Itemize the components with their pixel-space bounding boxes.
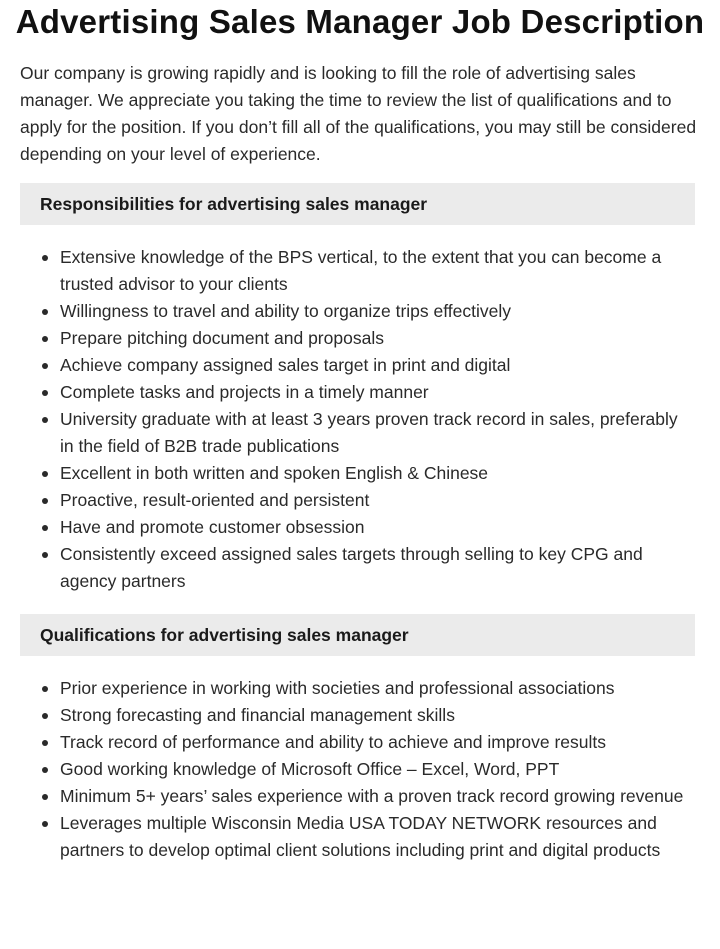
qualifications-heading: Qualifications for advertising sales manager <box>20 614 695 656</box>
list-item: Prior experience in working with societies and professional associations <box>60 675 695 702</box>
list-item: University graduate with at least 3 years proven track record in sales, preferably in the field of B2B trade publications <box>60 406 695 460</box>
list-item: Strong forecasting and financial management skills <box>60 702 695 729</box>
list-item: Have and promote customer obsession <box>60 514 695 541</box>
list-item: Excellent in both written and spoken English & Chinese <box>60 460 695 487</box>
list-item: Achieve company assigned sales target in print and digital <box>60 352 695 379</box>
list-item: Willingness to travel and ability to organize trips effectively <box>60 298 695 325</box>
page-title: Advertising Sales Manager Job Description <box>15 3 705 40</box>
list-item: Minimum 5+ years’ sales experience with a proven track record growing revenue <box>60 783 695 810</box>
list-item: Complete tasks and projects in a timely manner <box>60 379 695 406</box>
list-item: Proactive, result-oriented and persistent <box>60 487 695 514</box>
qualifications-list <box>20 675 695 864</box>
list-item: Track record of performance and ability to achieve and improve results <box>60 729 695 756</box>
list-item: Prepare pitching document and proposals <box>60 325 695 352</box>
list-item: Leverages multiple Wisconsin Media USA TODAY NETWORK resources and partners to develop optimal client solutions including print and digital products <box>60 810 695 864</box>
intro-paragraph: Our company is growing rapidly and is looking to fill the role of advertising sales manager. We appreciate you taking the time to review the list of qualifications and to apply for the position. If you don’t fill all of the qualifications, you may still be considered depending on your level of experience. <box>20 63 697 164</box>
responsibilities-list <box>20 244 695 595</box>
list-item: Extensive knowledge of the BPS vertical, to the extent that you can become a trusted advisor to your clients <box>60 244 695 298</box>
list-item: Good working knowledge of Microsoft Office – Excel, Word, PPT <box>60 756 695 783</box>
list-item: Consistently exceed assigned sales targets through selling to key CPG and agency partners <box>60 541 695 595</box>
responsibilities-heading: Responsibilities for advertising sales manager <box>20 183 695 225</box>
